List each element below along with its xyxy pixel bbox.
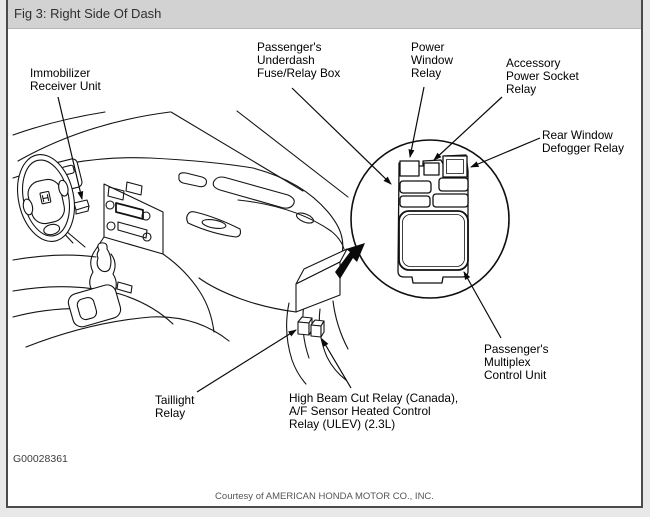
label-immobilizer-receiver-unit: Immobilizer Receiver Unit (30, 66, 101, 93)
label-taillight-relay: Taillight Relay (155, 393, 195, 420)
label-passengers-multiplex-control-unit: Passenger's Multiplex Control Unit (484, 342, 549, 382)
courtesy-text: Courtesy of AMERICAN HONDA MOTOR CO., INC. (215, 491, 434, 502)
label-underdash-fuse-relay-box: Passenger's Underdash Fuse/Relay Box (257, 40, 341, 80)
figure-id: G00028361 (13, 453, 68, 465)
label-high-beam-cut-relay: High Beam Cut Relay (Canada), A/F Sensor Heated Control Relay (ULEV) (2.3L) (289, 391, 459, 431)
label-accessory-power-socket-relay: Accessory Power Socket Relay (506, 56, 579, 96)
label-power-window-relay: Power Window Relay (411, 40, 453, 80)
figure-title-bar (8, 0, 641, 29)
figure-title: Fig 3: Right Side Of Dash (14, 6, 162, 21)
label-rear-window-defogger-relay: Rear Window Defogger Relay (542, 128, 624, 155)
